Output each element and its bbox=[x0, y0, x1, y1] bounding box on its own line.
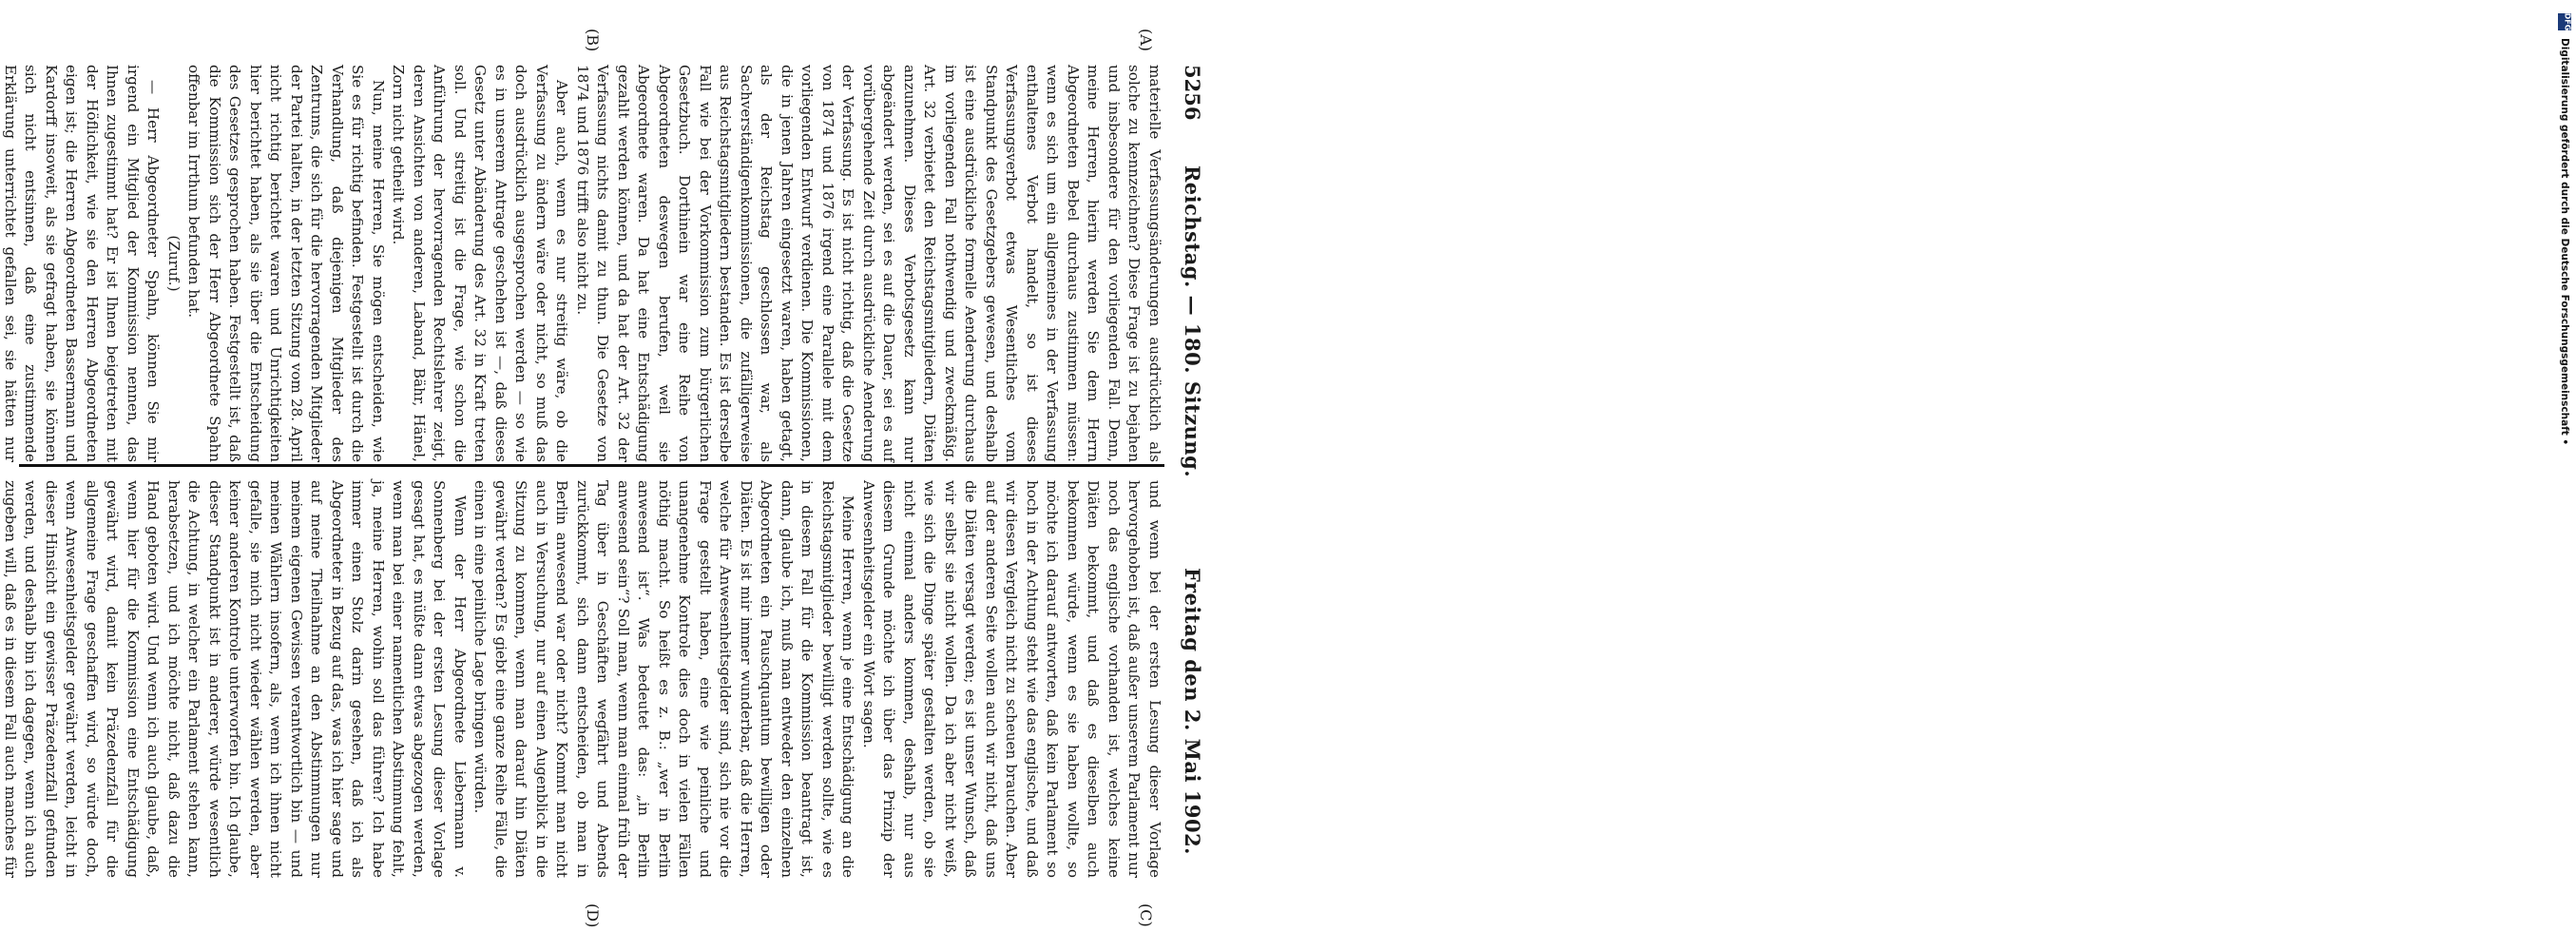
column-divider bbox=[19, 464, 1164, 467]
paragraph bbox=[470, 480, 858, 878]
dfg-logo: DFG bbox=[2558, 13, 2571, 30]
paragraph bbox=[0, 480, 470, 878]
document-page bbox=[0, 0, 1250, 951]
paragraph bbox=[572, 65, 1165, 462]
paragraph bbox=[858, 480, 1165, 878]
right-text-column bbox=[2, 480, 1164, 878]
paragraph bbox=[0, 65, 163, 462]
paragraph-text: Meine Herren, wenn je eine Entschädigung an die Reichstagsmitglieder bewilligt werden sollte, wie es in diesem Fall für die Kommission beantragt ist, dann, glaube ich, muß man entweder den einzelnen Abgeordneten ein Pauschquantum bewilligen oder Diäten. Es ist mir immer wunderbar, daß die Herren, welche für Anwesenheitsgelder sind, sich nie vor die Frage gestellt haben, eine wie peinliche und unangenehme Kontrole dies doch in vielen Fällen nöthig macht. So heißt es z. B.: „wer in Berlin anwesend ist“. Was bedeutet das: „in Berlin anwesend sein“? Soll man, wenn man einmal früh der Tag über in Geschäften wegfährt und Abends zurückkommt, sich dann entscheiden, ob man in Berlin anwesend war oder nicht? Kommt man nicht auch in Versuchung, nur auf einen Augenblick in die Sitzung zu kommen, wenn man darauf hin Diäten gewährt werden? Es giebt eine ganze Reihe Fälle, die einen in eine peinliche Lage bringen würden. bbox=[471, 480, 857, 878]
paragraph-text: und wenn bei der ersten Lesung dieser Vorlage hervorgehoben ist, daß außer unserem Parlament nur noch das englische vorhanden ist, welches keine Diäten bekommt, und daß es dieselben auch bekommen würde, wenn es sie haben wollte, so möchte ich darauf antworten, daß kein Parlament so hoch in der Achtung steht wie das englische, und daß wir diesen Vergleich nicht zu scheuen brauchen. Aber auf der anderen Seite wollen auch wir nicht, daß uns die Diäten versagt werden; es ist unser Wunsch, daß wir selbst sie nicht wollen. Da ich aber nicht weiß, wie sich die Dinge später gestalten werden, ob sie nicht einmal anders kommen, deshalb, nur aus diesem Grunde möchte ich über das Prinzip der Anwesenheitsgelder ein Wort sagen. bbox=[860, 480, 1163, 878]
paragraph-text: — Herr Abgeordneter Spahn, können Sie mir irgend ein Mitglied der Kommission nennen, das Ihnen zugestimmt hat? Er ist Ihnen beigetreten mit der Höflichkeit, wie sie den Herren Abgeordneten eigen ist; die Herren Abgeordneten Bassermann und Kardorff insoweit, als sie gefragt haben, sie können sich nicht entsinnen, daß eine zustimmende Erklärung unterrichtet gefallen sei, sie hätten nur bbox=[2, 65, 163, 462]
session-date: Freitag den 2. Mai 1902. bbox=[1181, 567, 1204, 855]
paragraph-text: materielle Verfassungsänderungen ausdrücklich als solche zu kennzeichnen? Diese Frage ist zu bejahen und insbesondere für den vorliegenden Fall. Denn, meine Herren, hierin werden Sie dem Herrn Abgeordneten Bebel durchaus zustimmen müssen: wenn es sich um ein allgemeines in der Verfassung enthaltenes Verbot handelt, so ist dieses Verfassungsverbot etwas Wesentliches vom Standpunkt des Gesetzgebers gewesen, und deshalb ist eine ausdrückliche formelle Aenderung durchaus im vorliegenden Fall nothwendig und zweckmäßig. Art. 32 verbietet den Reichstagsmitgliedern, Diäten anzunehmen. Dieses Verbotsgesetz kann nur abgeändert werden, sei es auf die Dauer, sei es auf vorübergehende Zeit durch ausdrückliche Aenderung der Verfassung. Es ist nicht richtig, daß die Gesetze von 1874 und 1876 irgend eine Parallele mit dem vorliegenden Entwurf verdienen. Die Kommissionen, die in jenen Jahren eingesetzt waren, haben getagt, als der Reichstag geschlossen war, als Sachverständigenkommissionen, die zufälligerweise aus Reichstagsmitgliedern bestanden. Es ist derselbe Fall wie bei der Vorkommission zum bürgerlichen Gesetzbuch. Dorthinein war eine Reihe von Abgeordneten deswegen berufen, weil sie Abgeordnete waren. Da hat eine Entschädigung gezahlt werden können, und da hat der Art. 32 der Verfassung nichts damit zu thun. Die Gesetze von 1874 und 1876 trifft also nicht zu. bbox=[574, 65, 1163, 462]
margin-marker-a: (A) bbox=[1137, 29, 1155, 52]
page-header bbox=[1172, 65, 1204, 892]
digitization-sidebar bbox=[1253, 0, 2572, 951]
paragraph bbox=[388, 65, 572, 462]
paragraph-text: Aber auch, wenn es nur streitig wäre, ob die Verfassung zu ändern wäre oder nicht, so muß das doch ausdrücklich ausgesprochen werden — so wie es in unserem Antrage geschehen ist —, daß dieses Gesetz unter Abänderung des Art. 32 in Kraft treten soll. Und streitig ist die Frage, wie schon die Anführung der hervorragenden Rechtslehrer zeigt, deren Ansichten von anderen, Laband, Bähr, Hänel, Zorn nicht getheilt wird. bbox=[390, 65, 571, 462]
paragraph bbox=[183, 65, 388, 462]
digitization-note: Digitalisierung gefördert durch die Deutsche Forschungsgemeinschaft • bbox=[2559, 38, 2570, 446]
session-title: Reichstag. — 180. Sitzung. bbox=[1181, 165, 1204, 478]
paragraph-text: Wenn der Herr Abgeordnete Liebermann v. Sonnenberg bei der ersten Lesung dieser Vorlage gesagt hat, es müßte dann etwas abgezogen werden, wenn man bei einer namentlichen Abstimmung fehlt, ja, meine Herren, wohin soll das führen? Ich habe immer einen Stolz darin gesehen, daß ich als Abgeordneter in Bezug auf das, was ich hier sage und auf meine Theilnahme an den Abstimmungen nur meinem eigenen Gewissen verantwortlich bin — und meinen Wählern insofern, als, wenn ich ihnen nicht gefalle, sie mich nicht wieder wählen werden, aber keiner anderen Kontrole unterworfen bin. Ich glaube, dieser Standpunkt ist in anderer, würde wesentlich die Achtung, in welcher ein Parlament stehen kann, herabsetzen, und ich möchte nicht, daß dazu die Hand geboten wird. Und wenn ich auch glaube, daß, wenn hier für die Kommission eine Entschädigung gewährt wird, damit kein Präzedenzfall für die allgemeine Frage geschaffen wird, so würde doch, wenn Anwesenheitsgelder gewährt werden, leicht in dieser Hinsicht ein gewisser Präzedenzfall gefunden werden, und deshalb bin ich dagegen, wenn ich auch zugeben will, daß es in diesem Fall auch manches für bbox=[2, 480, 469, 878]
margin-marker-b: (B) bbox=[584, 29, 602, 52]
page-number: 5256 bbox=[1181, 65, 1204, 121]
left-text-column bbox=[2, 65, 1164, 462]
margin-marker-c: (C) bbox=[1137, 903, 1155, 927]
paragraph bbox=[163, 65, 184, 462]
paragraph-text: (Zuruf.) bbox=[165, 235, 183, 292]
paragraph-text: Nun, meine Herren, Sie mögen entscheiden, wie Sie es für richtig befinden. Festgestellt ist durch die Verhandlung, daß diejenigen Mitglieder des Zentrums, die sich für die hervorragenden Mitglieder der Partei halten, in der letzten Sitzung vom 28. April nicht richtig berichtet waren und Unrichtigkeiten hier berichtet haben, als sie über die Entscheidung des Gesetzes gesprochen haben. Festgestellt ist, daß die Kommission sich der Herr Abgeordnete Spahn offenbar im Irrthum befunden hat. bbox=[185, 65, 387, 462]
margin-marker-d: (D) bbox=[584, 903, 602, 928]
